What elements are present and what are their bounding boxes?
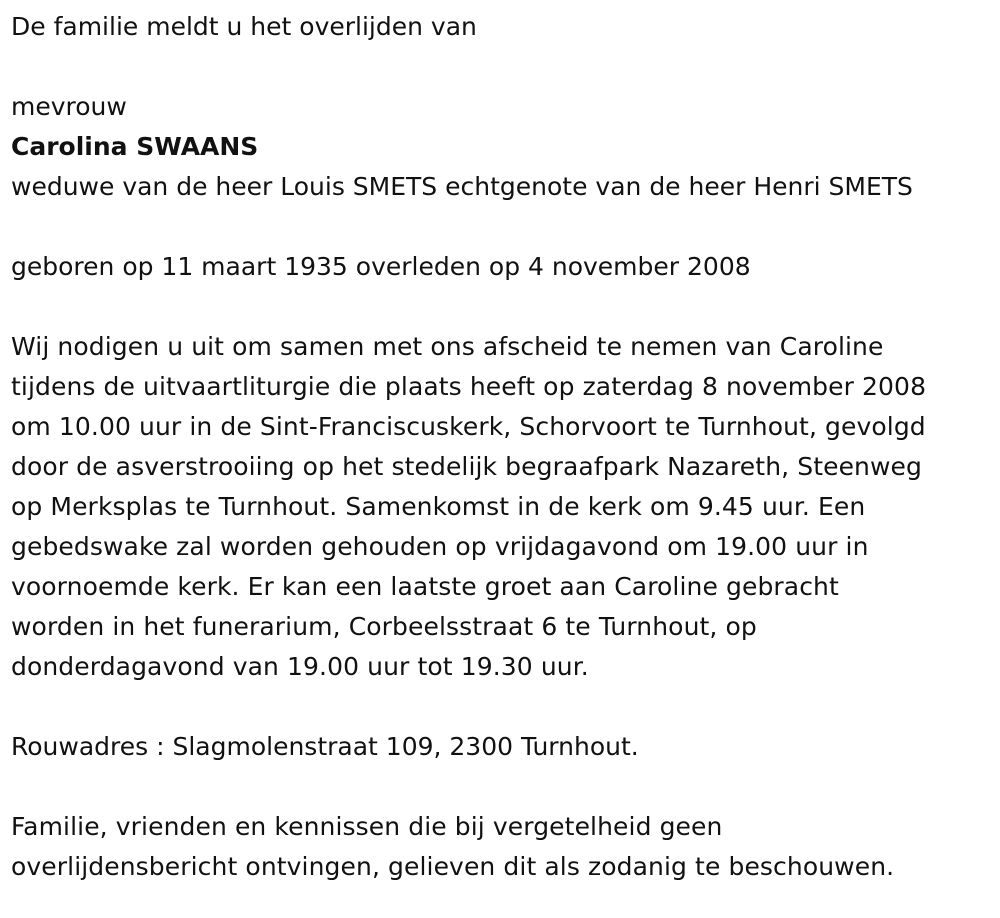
paragraph-line: tijdens de uitvaartliturgie die plaats heeft op zaterdag 8 november 2008 [11,372,927,401]
mourning-address: Rouwadres : Slagmolenstraat 109, 2300 Turnhout. [11,732,639,761]
spacer [11,687,996,727]
spacer [11,47,996,87]
paragraph-line: gebedswake zal worden gehouden op vrijdagavond om 19.00 uur in [11,532,869,561]
paragraph-line: om 10.00 uur in de Sint-Franciscuskerk, Schorvoort te Turnhout, gevolgd [11,412,926,441]
paragraph-line: donderdagavond van 19.00 uur tot 19.30 uur. [11,652,589,681]
relation-text: weduwe van de heer Louis SMETS echtgenote van de heer Henri SMETS [11,172,913,201]
deceased-name: Carolina SWAANS [11,132,259,161]
paragraph-line: worden in het funerarium, Corbeelsstraat 6 te Turnhout, op [11,612,757,641]
birth-death-dates: geboren op 11 maart 1935 overleden op 4 november 2008 [11,252,751,281]
title-prefix: mevrouw [11,92,127,121]
paragraph-line: door de asverstrooiing op het stedelijk begraafpark Nazareth, Steenweg [11,452,923,481]
intro-text: De familie meldt u het overlijden van [11,12,477,41]
spacer [11,207,996,247]
death-notice [11,7,996,887]
paragraph-line: Wij nodigen u uit om samen met ons afscheid te nemen van Caroline [11,332,884,361]
paragraph-line: overlijdensbericht ontvingen, gelieven dit als zodanig te beschouwen. [11,852,895,881]
spacer [11,287,996,327]
invitation-paragraph [11,327,996,687]
paragraph-line: voornoemde kerk. Er kan een laatste groet aan Caroline gebracht [11,572,839,601]
paragraph-line: op Merksplas te Turnhout. Samenkomst in de kerk om 9.45 uur. Een [11,492,866,521]
paragraph-line: Familie, vrienden en kennissen die bij vergetelheid geen [11,812,723,841]
spacer [11,767,996,807]
closing-paragraph [11,807,996,887]
